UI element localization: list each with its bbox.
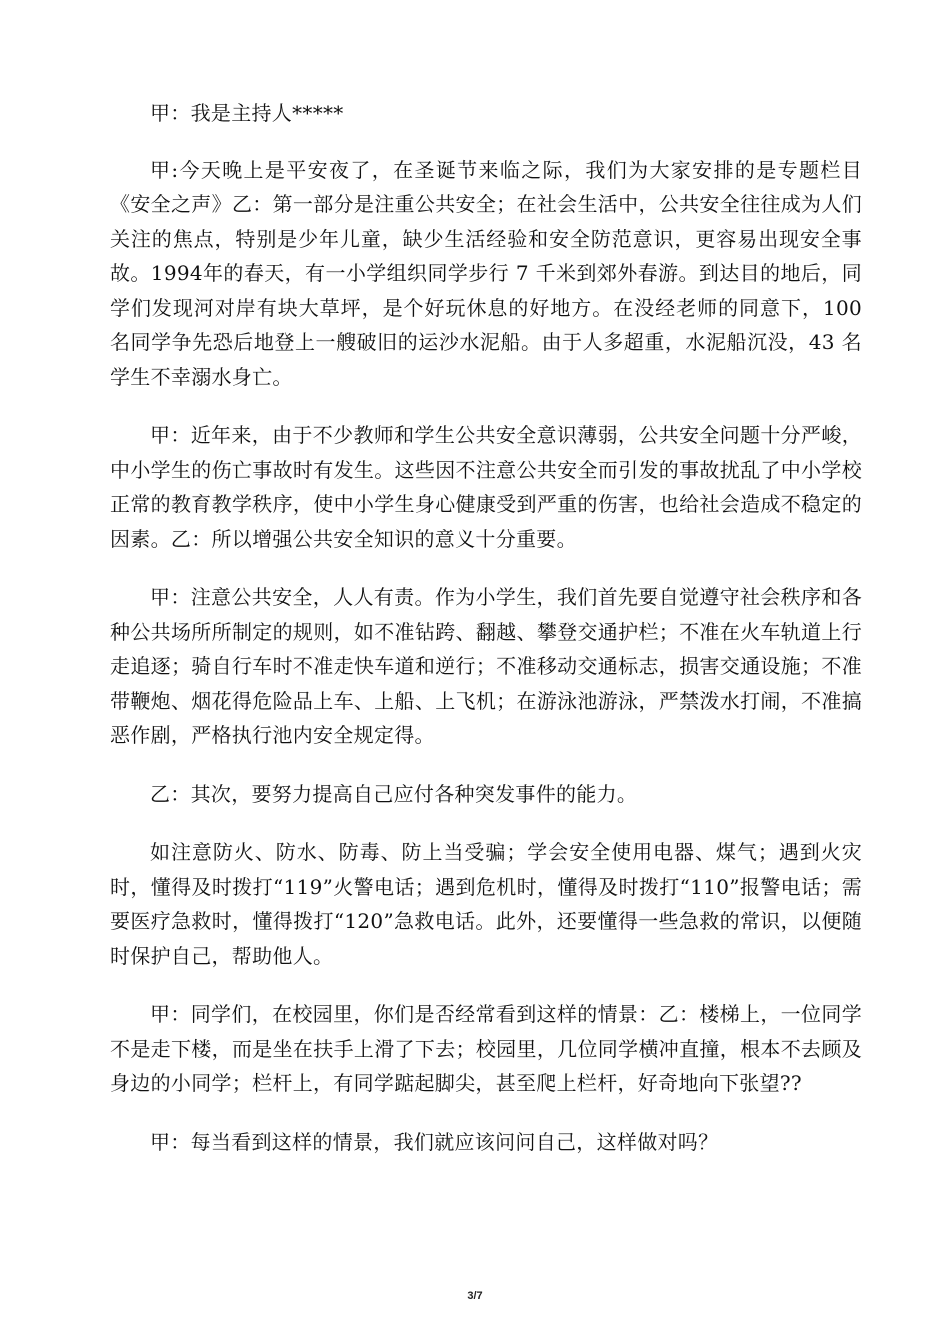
paragraph-public-rules: 甲：注意公共安全，人人有责。作为小学生，我们首先要自觉遵守社会秩序和各种公共场所所制定的规则，如不准钻跨、翻越、攀登交通护栏；不准在火车轨道上行走追逐；骑自行车时不准走快车道和逆行；不准移动交通标志，损害交通设施；不准带鞭炮、烟花得危险品上车、上船、上飞机；在游泳池游泳，严禁泼水打闹，不准搞恶作剧，严格执行池内安全规定得。 [110, 585, 862, 747]
page-number: 3/7 [467, 1290, 483, 1302]
paragraph-reflection: 甲：每当看到这样的情景，我们就应该问问自己，这样做对吗？ [150, 1129, 719, 1154]
paragraph-emergency-calls: 如注意防火、防水、防毒、防上当受骗；学会安全使用电器、煤气；遇到火灾时，懂得及时拨打“119”火警电话；遇到危机时，懂得及时拨打“110”报警电话；需要医疗急救时，懂得拨打“120”急救电话。此外，还要懂得一些急救的常识，以便随时保护自己，帮助他人。 [110, 840, 862, 968]
paragraph-safety-awareness: 甲：近年来，由于不少教师和学生公共安全意识薄弱，公共安全问题十分严峻，中小学生的伤亡事故时有发生。这些因不注意公共安全而引发的事故扰乱了中小学校正常的教育教学秩序，使中小学生身心健康受到严重的伤害，也给社会造成不稳定的因素。乙：所以增强公共安全知识的意义十分重要。 [110, 423, 862, 551]
paragraph-campus-scenes: 甲：同学们，在校园里，你们是否经常看到这样的情景：乙：楼梯上，一位同学不是走下楼，而是坐在扶手上滑了下去；校园里，几位同学横冲直撞，根本不去顾及身边的小同学；栏杆上，有同学踮起脚尖，甚至爬上栏杆，好奇地向下张望?? [110, 1002, 862, 1095]
paragraph-public-safety-intro: 甲:今天晚上是平安夜了，在圣诞节来临之际，我们为大家安排的是专题栏目《安全之声》乙：第一部分是注重公共安全；在社会生活中，公共安全往往成为人们关注的焦点，特别是少年儿童，缺少生活经验和安全防范意识，更容易出现安全事故。1994年的春天，有一小学组织同学步行 7 千米到郊外春游。到达目的地后，同学们发现河对岸有块大草坪，是个好玩休息的好地方。在没经老师的同意下，100 名同学争先恐后地登上一艘破旧的运沙水泥船。由于人多超重，水泥船沉没，43 名学生不幸溺水身亡。 [110, 157, 862, 389]
paragraph-host-intro: 甲：我是主持人***** [150, 101, 344, 125]
paragraph-emergency-ability: 乙：其次，要努力提高自己应付各种突发事件的能力。 [150, 781, 638, 806]
document-body [110, 96, 862, 1183]
